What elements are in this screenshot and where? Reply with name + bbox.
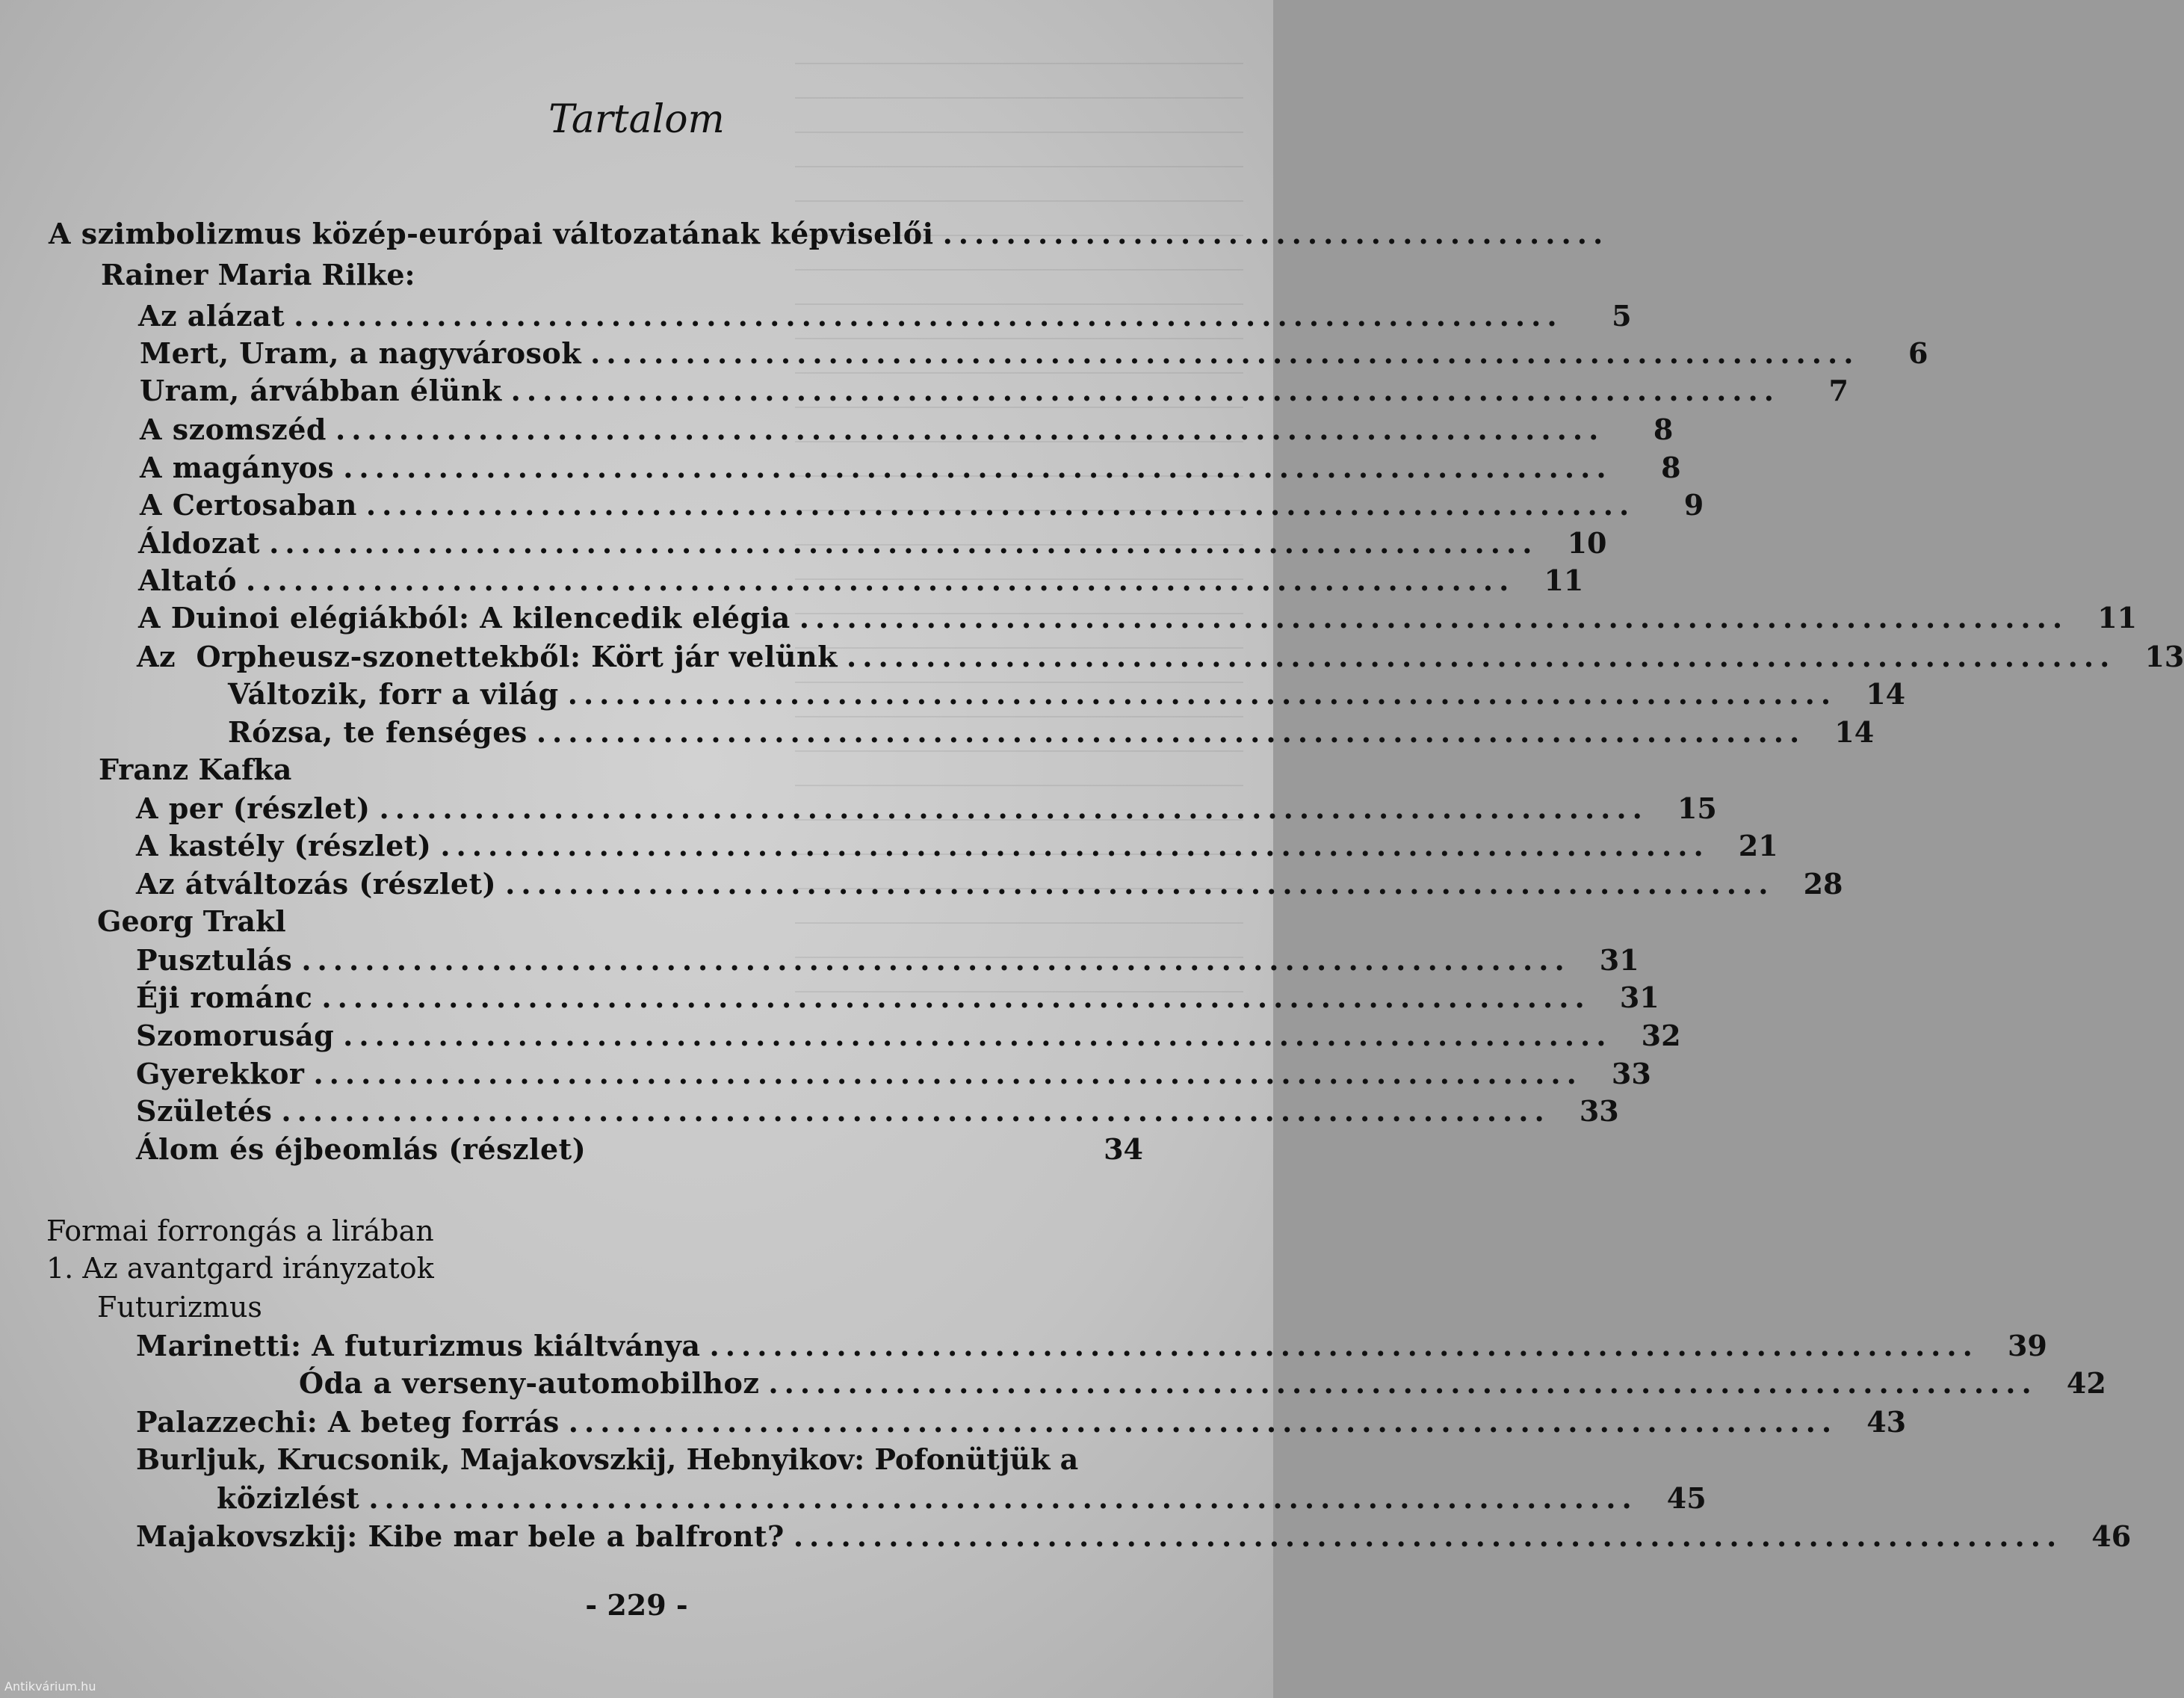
toc-entry — [0, 791, 1717, 829]
entry-title: Szomoruság — [136, 1019, 335, 1052]
leader-dots: ................................................................................ — [568, 1405, 1838, 1439]
toc-entry — [0, 601, 2138, 638]
subsection-heading: 1. Az avantgard irányzatok — [46, 1252, 434, 1285]
page-number: 14 — [1834, 715, 1875, 749]
toc-entry — [0, 1132, 1143, 1170]
author-name: Georg Trakl — [97, 904, 286, 938]
page-number: 43 — [1866, 1405, 1907, 1439]
toc-entry — [0, 299, 1632, 336]
page-title: Tartalom — [548, 97, 725, 142]
entry-title: Az Orpheusz-szonettekből: Kört jár velünk — [137, 640, 838, 673]
entry-title: Altató — [138, 564, 237, 597]
author-name: Franz Kafka — [99, 753, 292, 786]
entry-title: A per (részlet) — [136, 791, 371, 825]
toc-entry — [0, 526, 1607, 564]
page-number: 39 — [2007, 1329, 2047, 1362]
page-number: 5 — [1612, 299, 1632, 333]
page-number: 34 — [1104, 1132, 1143, 1166]
entry-title: Áldozat — [138, 526, 261, 560]
entry-title: Az átváltozás (részlet) — [136, 867, 497, 901]
leader-dots: ................................................................................ — [246, 564, 1515, 597]
entry-title: Rózsa, te fenséges — [228, 715, 528, 749]
leader-dots: .......................................... — [942, 217, 1609, 250]
section-heading-row — [0, 217, 1609, 254]
page-number: 8 — [1661, 451, 1681, 484]
page-number: 11 — [2097, 601, 2138, 635]
entry-title: Gyerekkor — [136, 1057, 305, 1090]
entry-title: Az alázat — [138, 299, 285, 333]
entry-title: Pusztulás — [136, 943, 293, 977]
section-heading: Formai forrongás a lirában — [46, 1214, 434, 1247]
entry-title: Álom és éjbeomlás (részlet) — [136, 1132, 587, 1166]
entry-title: A Duinoi elégiákból: A kilencedik elégia — [138, 601, 791, 635]
toc-entry — [0, 1366, 2106, 1404]
leader-dots: ................................................................................ — [321, 981, 1591, 1014]
toc-entry — [0, 1094, 1619, 1132]
toc-entry — [0, 1481, 1707, 1519]
leader-dots: ................................................................................ — [709, 1329, 1979, 1362]
toc-entry — [0, 1329, 2047, 1366]
toc-entry — [0, 1019, 1681, 1056]
leader-dots: ................................................................................ — [343, 451, 1612, 484]
page-number: 11 — [1544, 564, 1584, 597]
page-number: 45 — [1666, 1481, 1707, 1515]
entry-title: Uram, árvábban élünk — [140, 374, 502, 407]
leader-dots: ................................................................................ — [379, 791, 1648, 825]
section-heading: A szimbolizmus közép-európai változatának képviselői — [49, 217, 934, 250]
page-footer-number: - 229 - — [585, 1588, 688, 1622]
leader-dots: ................................................................................ — [313, 1057, 1583, 1090]
page-number: 28 — [1803, 867, 1843, 901]
author-name: Rainer Maria Rilke: — [101, 258, 415, 291]
entry-title: A magányos — [140, 451, 335, 484]
leader-dots: ................................................................................ — [793, 1519, 2063, 1553]
leader-dots: ................................................................................ — [294, 299, 1563, 333]
entry-title: Óda a verseny-automobilhoz — [299, 1366, 760, 1400]
toc-entry — [0, 374, 1849, 411]
toc-entry — [0, 715, 1875, 753]
entry-title: A szomszéd — [140, 413, 327, 446]
leader-dots: ................................................................................ — [301, 943, 1571, 977]
page-number: 14 — [1866, 677, 1906, 711]
page-number: 7 — [1828, 374, 1849, 407]
entry-title: A kastély (részlet) — [136, 829, 432, 862]
leader-dots: ................................................................................ — [590, 336, 1860, 370]
toc-entry — [0, 677, 1906, 714]
page-number: 10 — [1567, 526, 1607, 560]
leader-dots: ................................................................................ — [269, 526, 1538, 560]
toc-entry — [0, 1405, 1907, 1442]
page-number: 9 — [1683, 488, 1704, 522]
toc-entry — [0, 943, 1639, 981]
leader-dots: ................................................................................ — [799, 601, 2069, 635]
toc-entry — [0, 1057, 1651, 1094]
entry-title: Marinetti: A futurizmus kiáltványa — [136, 1329, 701, 1362]
leader-dots: ................................................................................ — [368, 1481, 1638, 1515]
page-number: 32 — [1641, 1019, 1681, 1052]
leader-dots: ................................................................................ — [440, 829, 1710, 862]
group-heading: Futurizmus — [97, 1291, 262, 1324]
leader-dots: ................................................................................ — [335, 413, 1605, 446]
page-number: 6 — [1908, 336, 1928, 370]
page-number: 42 — [2066, 1366, 2106, 1400]
page-number: 33 — [1579, 1094, 1619, 1128]
page-number: 31 — [1599, 943, 1639, 977]
leader-dots: ................................................................................ — [365, 488, 1636, 522]
leader-dots: ................................................................................ — [343, 1019, 1612, 1052]
leader-dots: ................................................................................ — [510, 374, 1780, 407]
toc-entry — [0, 1519, 2132, 1557]
entry-title: Palazzechi: A beteg forrás — [136, 1405, 560, 1439]
leader-dots: ................................................................................ — [536, 715, 1806, 749]
toc-entry — [0, 981, 1659, 1018]
toc-entry — [0, 451, 1681, 488]
toc-entry — [0, 829, 1778, 866]
toc-entry — [0, 640, 2184, 677]
leader-dots: ................................................................................ — [768, 1366, 2038, 1400]
entry-title: Burljuk, Krucsonik, Majakovszkij, Hebnyikov: Pofonütjük a — [136, 1442, 1079, 1476]
entry-title: közizlést — [217, 1481, 360, 1515]
leader-dots: ................................................................................ — [281, 1094, 1550, 1128]
entry-title: A Certosaban — [140, 488, 357, 522]
page-number: 8 — [1653, 413, 1674, 446]
leader-dots: ................................................................................ — [846, 640, 2116, 673]
page-number: 13 — [2144, 640, 2184, 673]
toc-entry — [0, 867, 1843, 904]
toc-entry — [0, 336, 1928, 374]
page-number: 21 — [1738, 829, 1778, 862]
entry-title: Változik, forr a világ — [228, 677, 559, 711]
entry-title: Születés — [136, 1094, 273, 1128]
leader-dots: ................................................................................ — [505, 867, 1775, 901]
page-number: 15 — [1677, 791, 1717, 825]
page-number: 31 — [1619, 981, 1659, 1014]
entry-title: Majakovszkij: Kibe mar bele a balfront? — [136, 1519, 785, 1553]
entry-title: Mert, Uram, a nagyvárosok — [140, 336, 582, 370]
toc-entry — [0, 488, 1704, 525]
page-number: 46 — [2091, 1519, 2132, 1553]
toc-entry — [0, 564, 1584, 601]
watermark: Antikvárium.hu — [4, 1679, 96, 1694]
toc-entry — [0, 413, 1674, 450]
leader-dots: ................................................................................ — [567, 677, 1837, 711]
page-number: 33 — [1611, 1057, 1651, 1090]
entry-title: Éji románc — [136, 981, 313, 1014]
